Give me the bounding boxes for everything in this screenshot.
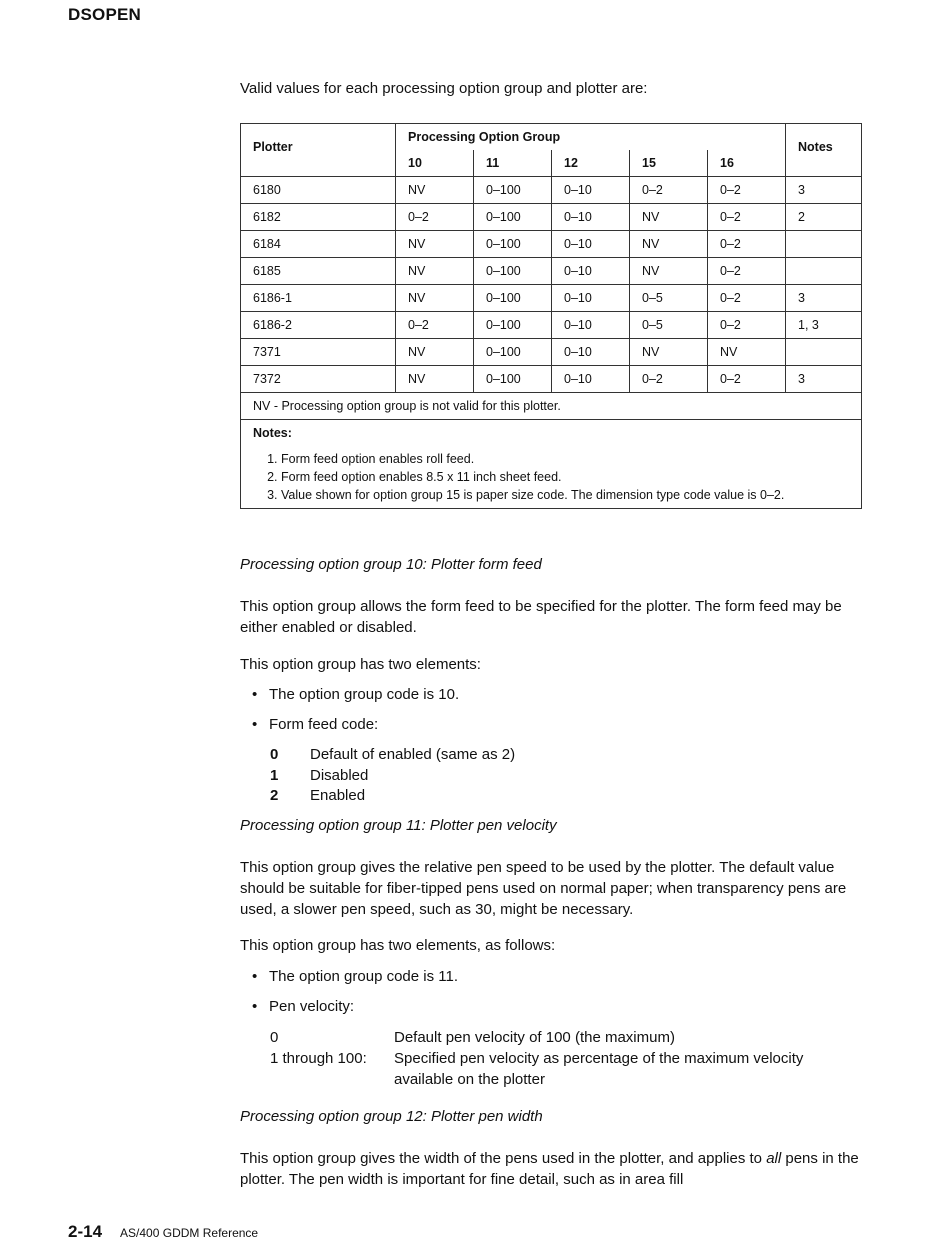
value-cell: NV xyxy=(396,177,474,204)
group10-para2: This option group has two elements: xyxy=(240,656,481,673)
group11-para2: This option group has two elements, as follows: xyxy=(240,937,556,954)
group11-bullet2 xyxy=(252,998,354,1015)
value-cell: 0–5 xyxy=(630,312,708,339)
group12-para1 xyxy=(240,1148,860,1190)
group12-emphasis: all xyxy=(766,1150,782,1167)
value-cell: NV xyxy=(630,231,708,258)
group10-bullet1 xyxy=(252,686,459,703)
page-footer xyxy=(68,1222,258,1242)
code-row xyxy=(270,787,515,808)
value-cell: 0–10 xyxy=(552,285,630,312)
value-cell: 0–2 xyxy=(396,312,474,339)
plotter-cell: 6182 xyxy=(241,204,396,231)
value-cell: 0–100 xyxy=(474,339,552,366)
nv-footnote: NV - Processing option group is not valid for this plotter. xyxy=(241,393,862,420)
table-row xyxy=(241,366,862,393)
table-row xyxy=(241,204,862,231)
book-title: AS/400 GDDM Reference xyxy=(120,1226,259,1240)
intro-text: Valid values for each processing option group and plotter are: xyxy=(240,80,648,97)
value-cell: 0–2 xyxy=(708,312,786,339)
velocity-desc: Specified pen velocity as percentage of the maximum velocity available on the plotter xyxy=(394,1050,804,1088)
column-header: 11 xyxy=(474,150,552,177)
table-row xyxy=(241,339,862,366)
value-cell: 0–100 xyxy=(474,177,552,204)
value-cell: 0–10 xyxy=(552,366,630,393)
code-row xyxy=(270,746,515,767)
code-key: 1 xyxy=(270,766,279,784)
value-cell: 0–100 xyxy=(474,231,552,258)
code-row xyxy=(270,767,515,788)
notes-title: Notes: xyxy=(253,426,292,440)
note-item: 2. Form feed option enables 8.5 x 11 inch sheet feed. xyxy=(281,468,849,486)
page-number: 2-14 xyxy=(68,1222,103,1241)
velocity-row xyxy=(270,1048,864,1090)
value-cell: 0–2 xyxy=(708,285,786,312)
notes-list xyxy=(253,450,849,504)
value-cell: NV xyxy=(396,231,474,258)
notes-section xyxy=(241,420,862,509)
plotter-cell: 6180 xyxy=(241,177,396,204)
value-cell: 0–10 xyxy=(552,312,630,339)
code-key: 0 xyxy=(270,746,279,763)
code-desc: Enabled xyxy=(310,787,366,804)
value-cell: 0–2 xyxy=(708,204,786,231)
value-cell: NV xyxy=(396,258,474,285)
group11-bullet1 xyxy=(252,968,458,985)
column-header: 15 xyxy=(630,150,708,177)
plotter-cell: 6186-2 xyxy=(241,312,396,339)
value-cell: NV xyxy=(396,339,474,366)
notes-cell-value: 3 xyxy=(786,366,862,393)
form-feed-codes xyxy=(270,746,515,808)
value-cell: 0–2 xyxy=(708,231,786,258)
notes-cell-value xyxy=(786,231,862,258)
plotter-header: Plotter xyxy=(241,124,396,177)
bullet-glyph: • xyxy=(252,686,258,703)
group11-heading: Processing option group 11: Plotter pen velocity xyxy=(240,817,557,834)
group11-para1: This option group gives the relative pen speed to be used by the plotter. The default value should be suitable for fiber-tipped pens used on normal paper; when transparency pens are used, a slower pen speed, such as 30, might be necessary. xyxy=(240,859,847,918)
table-body xyxy=(241,177,862,393)
running-head: DSOPEN xyxy=(68,5,141,24)
group12-text-a: This option group gives the width of the pens used in the plotter, and applies to xyxy=(240,1150,767,1167)
velocity-key: 0 xyxy=(270,1029,279,1046)
table-row xyxy=(241,285,862,312)
note-item: 3. Value shown for option group 15 is paper size code. The dimension type code value is 0–2. xyxy=(281,486,849,504)
notes-cell-value: 2 xyxy=(786,204,862,231)
table-row xyxy=(241,312,862,339)
bullet-glyph: • xyxy=(252,998,258,1015)
value-cell: 0–10 xyxy=(552,204,630,231)
table-row xyxy=(241,177,862,204)
group-header: Processing Option Group xyxy=(396,124,786,151)
bullet-glyph: • xyxy=(252,968,258,985)
code-key: 2 xyxy=(270,787,279,804)
velocity-row xyxy=(270,1027,864,1048)
plotter-cell: 7372 xyxy=(241,366,396,393)
value-cell: 0–100 xyxy=(474,312,552,339)
bullet-text: The option group code is 11. xyxy=(269,968,459,985)
notes-cell-value: 3 xyxy=(786,177,862,204)
plotter-cell: 6185 xyxy=(241,258,396,285)
value-cell: 0–10 xyxy=(552,339,630,366)
value-cell: 0–5 xyxy=(630,285,708,312)
bullet-glyph: • xyxy=(252,716,258,733)
plotter-cell: 7371 xyxy=(241,339,396,366)
value-cell: NV xyxy=(630,258,708,285)
value-cell: 0–100 xyxy=(474,258,552,285)
bullet-text: Form feed code: xyxy=(269,716,379,733)
group10-heading: Processing option group 10: Plotter form feed xyxy=(240,556,542,573)
value-cell: 0–100 xyxy=(474,366,552,393)
group10-para1: This option group allows the form feed to be specified for the plotter. The form feed may be either enabled or disabled. xyxy=(240,598,842,636)
value-cell: 0–10 xyxy=(552,258,630,285)
group12-heading: Processing option group 12: Plotter pen width xyxy=(240,1108,543,1125)
value-cell: 0–2 xyxy=(708,258,786,285)
velocity-key: 1 through 100: xyxy=(270,1050,367,1067)
note-item: 1. Form feed option enables roll feed. xyxy=(281,450,849,468)
plotter-cell: 6184 xyxy=(241,231,396,258)
value-cell: 0–100 xyxy=(474,204,552,231)
value-cell: 0–2 xyxy=(708,366,786,393)
group12-text-b: pens in the plotter. The pen width is important for fine detail, such as in area fill xyxy=(240,1150,859,1188)
notes-cell-value: 3 xyxy=(786,285,862,312)
table-row xyxy=(241,231,862,258)
option-group-table xyxy=(240,123,862,509)
notes-cell-value: 1, 3 xyxy=(786,312,862,339)
bullet-text: Pen velocity: xyxy=(269,998,355,1015)
column-header: 16 xyxy=(708,150,786,177)
value-cell: 0–2 xyxy=(396,204,474,231)
velocity-desc: Default pen velocity of 100 (the maximum) xyxy=(394,1029,675,1046)
code-desc: Default of enabled (same as 2) xyxy=(310,746,516,763)
bullet-text: The option group code is 10. xyxy=(269,686,460,703)
notes-cell-value xyxy=(786,258,862,285)
group10-bullet2 xyxy=(252,716,378,733)
value-cell: 0–2 xyxy=(630,177,708,204)
notes-cell-value xyxy=(786,339,862,366)
value-cell: NV xyxy=(630,204,708,231)
pen-velocity-values xyxy=(270,1027,864,1090)
notes-header: Notes xyxy=(786,124,862,177)
value-cell: NV xyxy=(396,366,474,393)
column-header: 10 xyxy=(396,150,474,177)
column-header: 12 xyxy=(552,150,630,177)
value-cell: 0–2 xyxy=(708,177,786,204)
table-row xyxy=(241,258,862,285)
value-cell: 0–100 xyxy=(474,285,552,312)
value-cell: NV xyxy=(708,339,786,366)
value-cell: NV xyxy=(630,339,708,366)
value-cell: NV xyxy=(396,285,474,312)
value-cell: 0–10 xyxy=(552,231,630,258)
plotter-cell: 6186-1 xyxy=(241,285,396,312)
code-desc: Disabled xyxy=(310,766,369,784)
value-cell: 0–2 xyxy=(630,366,708,393)
value-cell: 0–10 xyxy=(552,177,630,204)
